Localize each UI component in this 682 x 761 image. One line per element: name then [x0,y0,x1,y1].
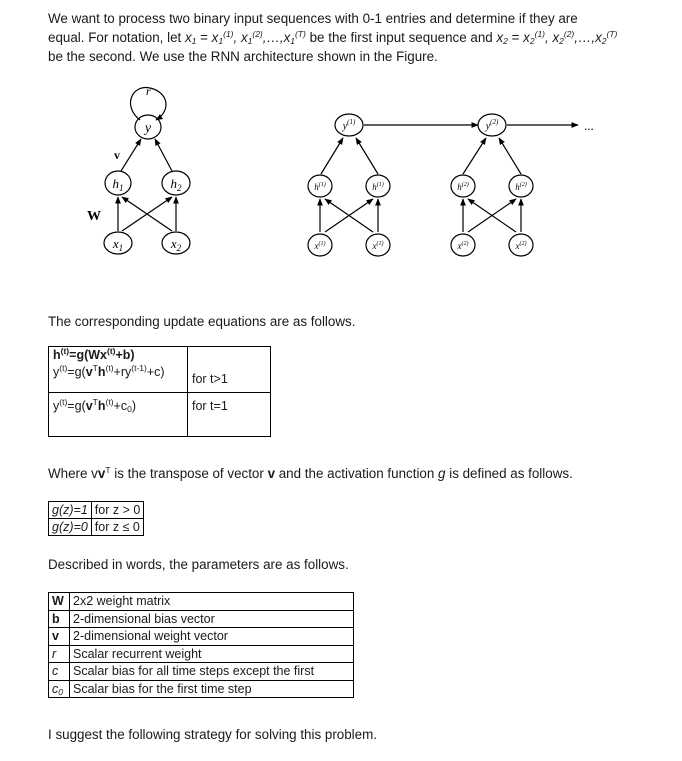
label-y: y [144,121,152,136]
params-row [49,593,354,611]
params-row [49,628,354,646]
svg-text:h1: $h_1$ [112,176,124,193]
intro-line-1: We want to process two binary input sequences with 0-1 entries and determine if they are [48,11,578,26]
svg-text:x(1): $x^{(1)}$ [314,241,326,251]
intro-paragraph [48,9,617,66]
param-description: 2x2 weight matrix [70,593,354,611]
param-description: 2-dimensional weight vector [70,628,354,646]
svg-text:x1: $x_1$ [112,236,124,253]
svg-text:y(1): $y^{(1)}$ [342,118,356,132]
equation-cell-t-eq-1: $y^{(t)}=g(v^Th^{(t)}+c_0)$ [49,393,188,437]
svg-text:x(2): $x^{(2)}$ [515,241,527,251]
params-row [49,663,354,681]
activation-row1-right: for z > 0 [91,502,144,519]
intro-line-3: be the second. We use the RNN architecture shown in the Figure. [48,49,438,64]
label-r: r [146,84,151,98]
param-description: 2-dimensional bias vector [70,610,354,628]
strategy-text: I suggest the following strategy for solving this problem. [48,727,377,742]
params-table [48,592,354,698]
param-description: Scalar bias for all time steps except the first [70,663,354,681]
activation-table [48,501,144,536]
params-row [49,680,354,698]
svg-text:x2: $x_2$ [170,236,182,253]
equation-cell-t-gt-1: $h^{(t)}=g(Wx^{(t)}+b)$ $y^{(t)}=g(v^Th^{(t)}+ry^{(t-1)}+c)$ [49,347,188,393]
param-description: Scalar bias for the first time step [70,680,354,698]
activation-row1-left: g(z)=1 [49,502,92,519]
params-text: Described in words, the parameters are as follows. [48,557,349,572]
param-symbol: b [49,610,70,628]
param-symbol: r [49,645,70,663]
svg-text:h(1): $h^{(1)}$ [314,182,326,192]
ellipsis-label: ... [584,118,594,133]
param-symbol: $c_0$ [49,680,70,698]
svg-text:x(2): $x^{(2)}$ [457,241,469,251]
where-text: Where $vv^T$ is the transpose of vector v and the activation function g is defined as follows. [48,465,573,481]
condition-t-gt-1: for t>1 [188,347,271,393]
params-row [49,610,354,628]
label-v: v [114,148,120,162]
update-equations-text: The corresponding update equations are as follows. [48,314,356,329]
activation-row2-right: for z ≤ 0 [91,519,144,536]
condition-t-eq-1: for t=1 [188,393,271,437]
svg-text:h(1): $h^{(1)}$ [372,182,384,192]
activation-row2-left: g(z)=0 [49,519,92,536]
rnn-architecture-figure [0,80,682,300]
param-description: Scalar recurrent weight [70,645,354,663]
svg-text:x(1): $x^{(1)}$ [372,241,384,251]
svg-text:y(2): $y^{(2)}$ [485,118,499,132]
svg-text:h2: $h_2$ [170,176,182,193]
label-W: W [87,209,101,224]
param-symbol: c [49,663,70,681]
update-equations-table [48,346,271,437]
params-row [49,645,354,663]
param-symbol: W [49,593,70,611]
svg-text:h(2): $h^{(2)}$ [515,182,527,192]
param-symbol: v [49,628,70,646]
svg-text:h(2): $h^{(2)}$ [457,182,469,192]
intro-line-2: equal. For notation, let $x_1 = x_1^{(1)}$, $x_1^{(2)},\dots,x_1^{(T)}$ be the first input sequence and $x_2 = x_2^{(1)}$, $x_2^{(2)},\dots,x_2^{(T)}$ [48,29,618,46]
